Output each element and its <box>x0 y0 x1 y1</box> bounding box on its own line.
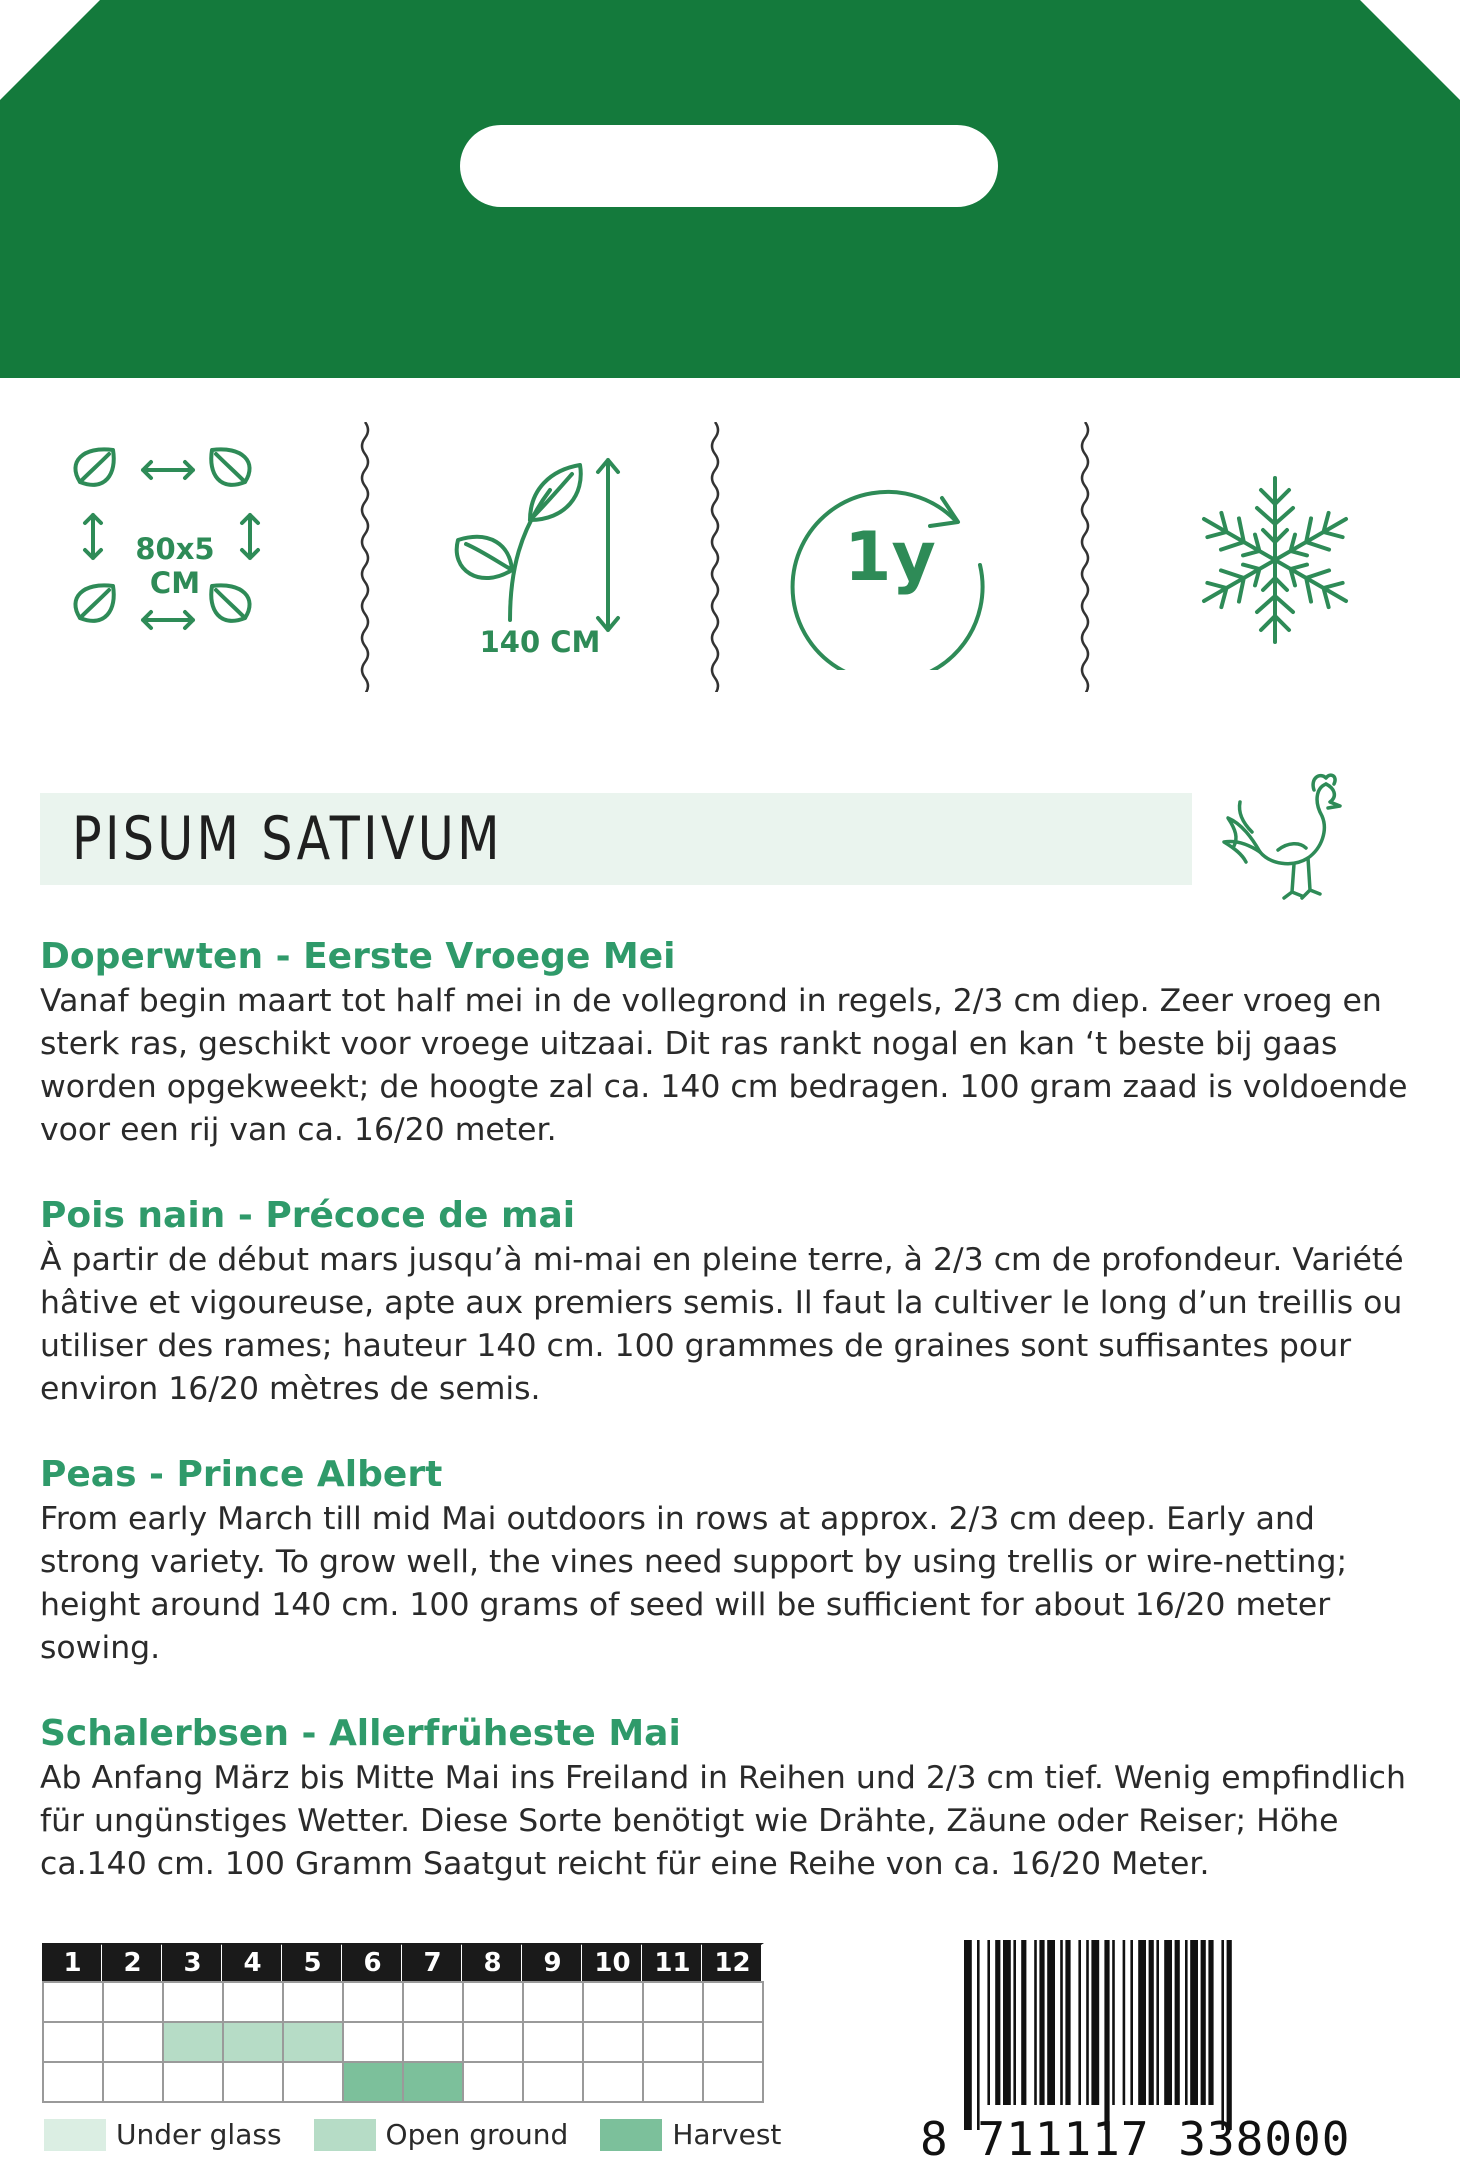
barcode-bar <box>1185 1940 1188 2105</box>
section-english <box>40 1452 1420 1670</box>
barcode-number: 8 711117 338000 <box>920 2112 1351 2166</box>
spacing-label: 80x5 <box>135 532 215 566</box>
barcode-bar <box>1086 1940 1089 2105</box>
barcode-bar <box>1065 1940 1070 2105</box>
wavy-divider <box>1075 422 1095 692</box>
spacing-unit: CM <box>149 566 201 600</box>
month-cell: 7 <box>402 1943 464 1983</box>
calendar-cell <box>402 1981 464 2023</box>
calendar-cell <box>522 2061 584 2103</box>
section-title: Peas - Prince Albert <box>40 1454 443 1495</box>
legend-swatch-harvest <box>600 2119 662 2151</box>
barcode-bar <box>1047 1940 1055 2105</box>
section-french <box>40 1193 1420 1411</box>
calendar-cell <box>522 2021 584 2063</box>
calendar-cell <box>282 2061 344 2103</box>
calendar-cell <box>702 2061 764 2103</box>
section-title: Schalerbsen - Allerfrüheste Mai <box>40 1713 681 1754</box>
calendar-cell <box>42 1981 104 2023</box>
calendar-cell <box>42 2061 104 2103</box>
calendar-cell <box>642 2061 704 2103</box>
month-cell: 12 <box>702 1943 764 1983</box>
barcode-bar <box>1190 1940 1198 2105</box>
month-cell: 8 <box>462 1943 524 1983</box>
month-cell: 5 <box>282 1943 344 1983</box>
calendar-cell <box>642 2021 704 2063</box>
barcode-bar <box>987 1940 990 2105</box>
calendar-legend <box>44 2118 813 2151</box>
barcode-bar <box>1003 1940 1011 2105</box>
calendar-row-open-ground <box>44 2023 764 2063</box>
calendar-cell <box>342 2021 404 2063</box>
calendar-cell <box>342 2061 404 2103</box>
calendar-cell <box>462 2061 524 2103</box>
calendar-cell <box>162 1981 224 2023</box>
barcode-bar <box>1208 1940 1213 2105</box>
hang-hole <box>460 125 998 207</box>
month-cell: 11 <box>642 1943 704 1983</box>
barcode-bar <box>1138 1940 1146 2105</box>
calendar-cell <box>702 1981 764 2023</box>
month-cell: 10 <box>582 1943 644 1983</box>
barcode-bar <box>1227 1940 1232 2130</box>
section-title: Pois nain - Précoce de mai <box>40 1195 576 1236</box>
calendar-cell <box>222 2061 284 2103</box>
barcode-bar <box>1039 1940 1044 2105</box>
calendar-cell <box>582 2021 644 2063</box>
section-dutch <box>40 934 1420 1152</box>
calendar-cell <box>462 2021 524 2063</box>
barcode-bar <box>977 1940 980 2130</box>
calendar-cell <box>102 2061 164 2103</box>
legend-label: Under glass <box>116 2118 282 2151</box>
cycle-label: 1y <box>844 518 936 597</box>
snowflake-icon <box>1180 465 1370 655</box>
section-german <box>40 1711 1420 1886</box>
barcode-bar <box>1123 1940 1126 2105</box>
month-cell: 6 <box>342 1943 404 1983</box>
barcode-bar <box>1060 1940 1063 2105</box>
section-title: Doperwten - Eerste Vroege Mei <box>40 936 676 977</box>
calendar-cell <box>582 2061 644 2103</box>
barcode-bar <box>1104 1940 1109 2130</box>
calendar-cell <box>402 2021 464 2063</box>
barcode-bar <box>1034 1940 1037 2105</box>
barcode-bar <box>1013 1940 1016 2105</box>
header-corner-left <box>0 0 100 100</box>
sowing-calendar <box>44 1945 764 2103</box>
barcode-bar <box>1221 1940 1224 2130</box>
wavy-divider <box>355 422 375 692</box>
section-text: À partir de début mars jusqu’à mi-mai en pleine terre, à 2/3 cm de profondeur. Variété hâtive et vigoureuse, apte aux premiers semis. Il faut la cultiver le long d’un treillis ou utiliser des rames; hauteur 140 cm. 100 grammes de graines sont suffisantes pour environ 16/20 mètres de semis. <box>40 1242 1404 1407</box>
calendar-cell <box>462 1981 524 2023</box>
section-text: Vanaf begin maart tot half mei in de vollegrond in regels, 2/3 cm diep. Zeer vroeg en sterk ras, geschikt voor vroege uitzaai. Dit ras rankt nogal en kan ‘t beste bij gaas worden opgekweekt; de hoogte zal ca. 140 cm bedragen. 100 gram zaad is voldoende voor een rij van ca. 16/20 meter. <box>40 983 1408 1148</box>
barcode-bar <box>964 1940 972 2130</box>
barcode-bar <box>1164 1940 1172 2105</box>
barcode-bar <box>1112 1940 1115 2105</box>
frost-icon-group <box>1180 420 1370 700</box>
month-cell: 1 <box>42 1943 104 1983</box>
calendar-row-harvest <box>44 2063 764 2103</box>
barcode-bar <box>1156 1940 1159 2105</box>
barcode-bar <box>1175 1940 1180 2105</box>
barcode-bar <box>1130 1940 1133 2105</box>
calendar-cell <box>282 1981 344 2023</box>
barcode-bar <box>1091 1940 1099 2105</box>
calendar-cell <box>102 2021 164 2063</box>
legend-label: Open ground <box>385 2118 569 2151</box>
calendar-cell <box>222 1981 284 2023</box>
barcode-bar <box>1078 1940 1081 2105</box>
spacing-icon-group <box>55 420 295 700</box>
calendar-cell <box>642 1981 704 2023</box>
cycle-icon-group <box>780 420 1000 700</box>
height-label: 140 CM <box>479 625 601 659</box>
calendar-cell <box>282 2021 344 2063</box>
calendar-cell <box>42 2021 104 2063</box>
month-cell: 9 <box>522 1943 584 1983</box>
calendar-row-under-glass <box>44 1983 764 2023</box>
calendar-body <box>44 1983 764 2103</box>
icon-strip <box>0 420 1460 700</box>
month-cell: 2 <box>102 1943 164 1983</box>
barcode-bar <box>1021 1940 1026 2105</box>
calendar-cell <box>342 1981 404 2023</box>
calendar-cell <box>162 2021 224 2063</box>
rooster-icon <box>1222 768 1352 908</box>
legend-open-ground <box>314 2118 569 2151</box>
barcode-bar <box>1149 1940 1154 2105</box>
wavy-divider <box>705 422 725 692</box>
barcode-bar <box>1201 1940 1206 2105</box>
section-text: Ab Anfang März bis Mitte Mai ins Freiland in Reihen und 2/3 cm tief. Wenig empfindlich für ungünstiges Wetter. Diese Sorte benötigt wie Drähte, Zäune oder Reiser; Höhe ca.140 cm. 100 Gramm Saatgut reicht für eine Reihe von ca. 16/20 Meter. <box>40 1760 1406 1882</box>
calendar-cell <box>102 1981 164 2023</box>
height-icon-group <box>440 420 660 700</box>
calendar-cell <box>702 2021 764 2063</box>
header-corner-right <box>1360 0 1460 100</box>
barcode-bar <box>995 1940 1000 2105</box>
section-text: From early March till mid Mai outdoors in rows at approx. 2/3 cm deep. Early and strong variety. To grow well, the vines need support by using trellis or wire-netting; height around 140 cm. 100 grams of seed will be sufficient for about 16/20 meter sowing. <box>40 1501 1348 1666</box>
calendar-cell <box>582 1981 644 2023</box>
calendar-cell <box>402 2061 464 2103</box>
legend-label: Harvest <box>672 2118 782 2151</box>
calendar-cell <box>162 2061 224 2103</box>
calendar-cell <box>522 1981 584 2023</box>
month-cell: 3 <box>162 1943 224 1983</box>
calendar-cell <box>222 2021 284 2063</box>
package-header <box>0 0 1460 378</box>
legend-under-glass <box>44 2118 282 2151</box>
month-cell: 4 <box>222 1943 284 1983</box>
legend-swatch-under-glass <box>44 2119 106 2151</box>
legend-harvest <box>600 2118 781 2151</box>
legend-swatch-open-ground <box>314 2119 376 2151</box>
latin-name: PISUM SATIVUM <box>72 804 503 874</box>
calendar-month-header <box>44 1945 764 1983</box>
